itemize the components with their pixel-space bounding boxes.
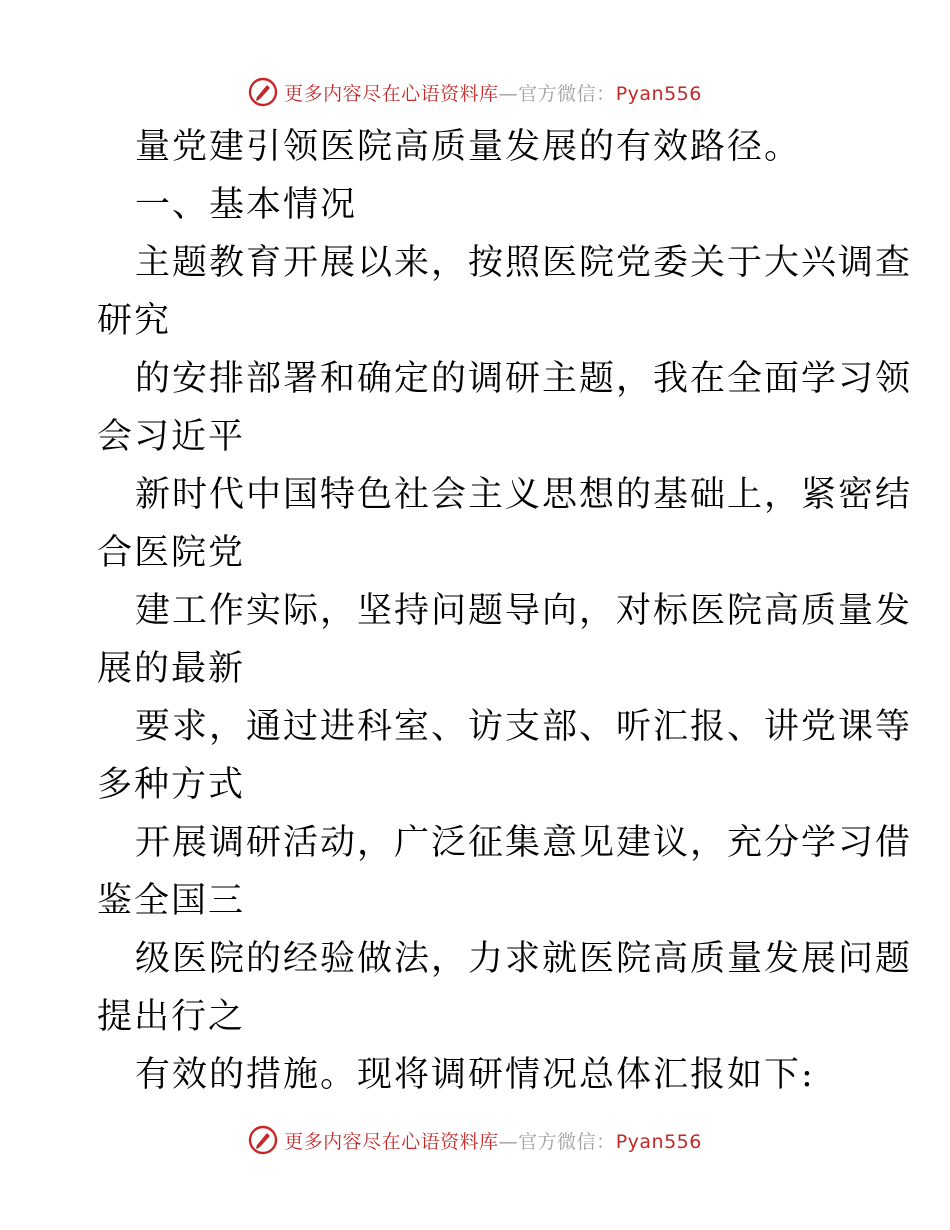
watermark-site-text: 更多内容尽在心语资料库 bbox=[284, 82, 499, 105]
paragraph-line-wrap: 鉴全国三 bbox=[97, 881, 246, 921]
paragraph-line-wrap: 多种方式 bbox=[97, 765, 246, 805]
document-body bbox=[97, 118, 913, 1104]
watermark-text bbox=[284, 1127, 702, 1154]
logo-pen-icon bbox=[248, 77, 278, 107]
paragraph-line: 的安排部署和确定的调研主题，我在全面学习领 bbox=[135, 359, 913, 399]
paragraph-line-wrap: 会习近平 bbox=[97, 417, 246, 457]
paragraph-line: 新时代中国特色社会主义思想的基础上，紧密结 bbox=[135, 475, 913, 515]
logo-pen-icon bbox=[248, 1125, 278, 1155]
paragraph-line-wrap: 提出行之 bbox=[97, 997, 246, 1037]
watermark-separator: — bbox=[498, 1130, 519, 1153]
watermark-separator: — bbox=[498, 82, 519, 105]
paragraph-line: 量党建引领医院高质量发展的有效路径。 bbox=[135, 127, 802, 167]
footer-watermark bbox=[0, 1118, 950, 1162]
watermark-wechat-id: Pyan556 bbox=[615, 1130, 702, 1153]
section-heading: 一、基本情况 bbox=[135, 185, 358, 225]
header-watermark bbox=[0, 70, 950, 114]
paragraph-line: 开展调研活动，广泛征集意见建议，充分学习借 bbox=[135, 823, 913, 863]
watermark-site-text: 更多内容尽在心语资料库 bbox=[284, 1130, 499, 1153]
watermark-wechat-label: 官方微信： bbox=[518, 82, 616, 105]
watermark-wechat-id: Pyan556 bbox=[615, 82, 702, 105]
paragraph-line: 要求，通过进科室、访支部、听汇报、讲党课等 bbox=[135, 707, 913, 747]
paragraph-line-wrap: 合医院党 bbox=[97, 533, 246, 573]
paragraph-line: 主题教育开展以来，按照医院党委关于大兴调查 bbox=[135, 243, 913, 283]
paragraph-line-wrap: 研究 bbox=[97, 301, 172, 341]
watermark-text bbox=[284, 79, 702, 106]
paragraph-line: 有效的措施。现将调研情况总体汇报如下: bbox=[135, 1055, 815, 1095]
watermark-wechat-label: 官方微信： bbox=[518, 1130, 616, 1153]
paragraph-line: 级医院的经验做法，力求就医院高质量发展问题 bbox=[135, 939, 913, 979]
paragraph-line-wrap: 展的最新 bbox=[97, 649, 246, 689]
paragraph-line: 建工作实际，坚持问题导向，对标医院高质量发 bbox=[135, 591, 913, 631]
